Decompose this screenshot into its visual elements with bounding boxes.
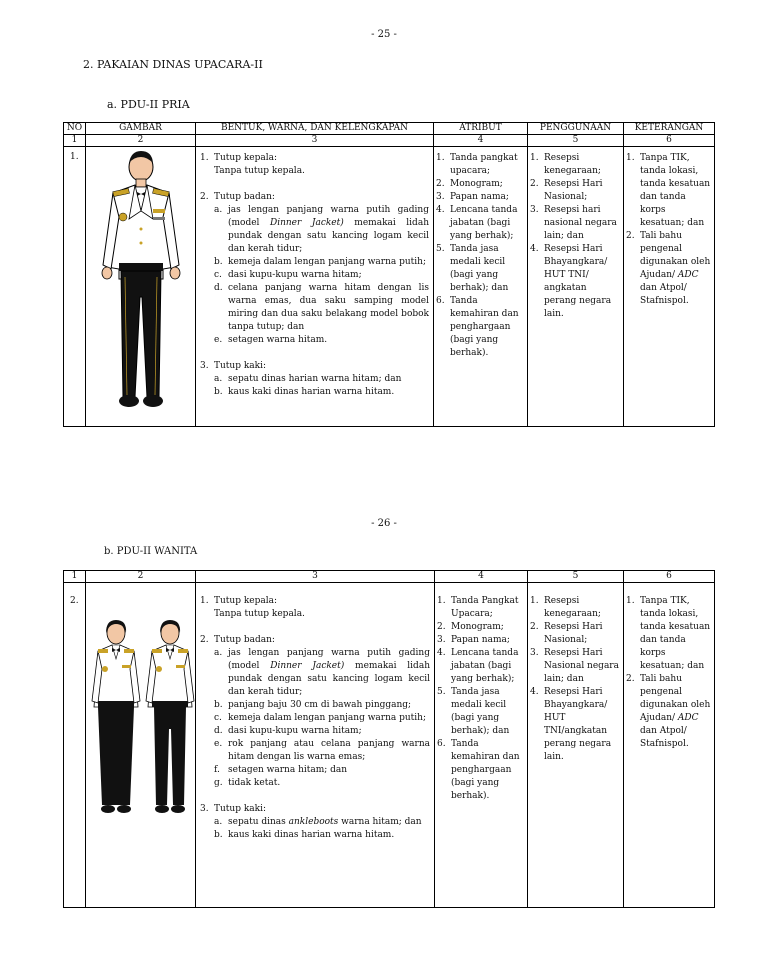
column-index-row: 1 2 3 4 5 6 [64,571,715,583]
subsection-title-wanita: b. PDU-II WANITA [104,546,198,557]
list-item: 2. Monogram; [436,179,503,189]
list-item: d. dasi kupu-kupu warna hitam; [214,726,362,736]
list-item: 4. Resepsi Hari Bhayangkara/ HUT TNI/ angkatan perang negara lain. [530,244,612,319]
list-item: 3. Papan nama; [436,192,509,202]
list-item: e. rok panjang atau celana panjang warna hitam dengan lis warna emas; [214,739,430,762]
list-item: b. kaus kaki dinas harian warna hitam. [214,830,395,840]
bentuk-cell: 1. Tutup kepala: Tanpa tutup kepala. 2. Tutup badan: a. jas lengan panjang warna putih gading (model Dinner Jacket) memakai lidah pundak dengan satu kancing logam kecil dan kerah tidur; b. kemeja dalam lengan panjang warna putih; c. dasi kupu-kupu warna hitam; d. celana panjang warna hitam dengan lis warna emas, dua saku samping model miring dan dua saku belakang model bobok tanpa tutup; dan e. setagen warna hitam. 3. Tutup kaki: a. sepatu dinas harian warna hitam; dan b. kaus kaki dinas harian warna hitam. [196,147,434,427]
table-row [64,583,715,908]
list-item: 1. Resepsi kenegaraan; [530,153,601,176]
list-item: 6. Tanda kemahiran dan penghargaan (bagi yang berhak). [437,739,520,801]
list-item: 5. Tanda jasa medali kecil (bagi yang berhak); dan [436,244,509,293]
list-item: 3. Resepsi hari nasional negara lain; dan [530,205,617,241]
list-item: a. jas lengan panjang warna putih gading (model Dinner Jacket) memakai lidah pundak dengan satu kancing logam kecil dan kerah tidur; [214,205,429,254]
list-item: e. setagen warna hitam. [214,335,328,345]
list-item: a. sepatu dinas ankleboots warna hitam; dan [214,817,422,827]
list-item: 2. Monogram; [437,622,504,632]
list-item: 1. Resepsi kenegaraan; [530,596,601,619]
list-item: 2. Resepsi Hari Nasional; [530,622,603,645]
list-item: 4. Lencana tanda jabatan (bagi yang berhak); [437,648,519,684]
list-item: 1. Tanpa TIK, tanda lokasi, tanda kesatuan dan tanda korps kesatuan; dan [626,596,711,671]
list-item: f. setagen warna hitam; dan [214,765,348,775]
header-no: NO [64,123,86,135]
list-item: 5. Tanda jasa medali kecil (bagi yang berhak); dan [437,687,510,736]
keterangan-cell [624,583,715,908]
list-item: 2. Tali bahu pengenal digunakan oleh Ajudan/ ADC dan Atpol/ Stafnispol. [626,674,711,749]
header-penggunaan: PENGGUNAAN [528,123,624,135]
section-title: 2. PAKAIAN DINAS UPACARA-II [83,58,263,71]
list-item: c. dasi kupu-kupu warna hitam; [214,270,362,280]
atribut-cell [435,583,528,908]
header-atribut: ATRIBUT [434,123,528,135]
row-number: 2. [64,583,86,908]
list-item: 3. Papan nama; [437,635,510,645]
header-keterangan: KETERANGAN [624,123,715,135]
figure-cell [86,147,196,427]
list-item: 6. Tanda kemahiran dan penghargaan (bagi yang berhak). [436,296,519,358]
keterangan-cell [624,147,715,427]
list-item: 4. Lencana tanda jabatan (bagi yang berhak); [436,205,518,241]
list-item: d. celana panjang warna hitam dengan lis warna emas, dua saku samping model miring dan dua saku belakang model bobok tanpa tutup; dan [214,283,429,332]
list-item: 1. Tanda Pangkat Upacara; [437,596,519,619]
list-item: b. panjang baju 30 cm di bawah pinggang; [214,700,412,710]
list-item: c. kemeja dalam lengan panjang warna putih; [214,713,426,723]
bentuk-cell: 1. Tutup kepala: Tanpa tutup kepala. 2. Tutup badan: a. jas lengan panjang warna putih gading (model Dinner Jacket) memakai lidah pundak dengan satu kancing logam kecil dan kerah tidur; b. panjang baju 30 cm di bawah pinggang; c. kemeja dalam lengan panjang warna putih; d. dasi kupu-kupu warna hitam; e. rok panjang atau celana panjang warna hitam dengan lis warna emas; f. setagen warna hitam; dan g. tidak ketat. 3. Tutup kaki: a. sepatu dinas ankleboots warna hitam; dan b. kaus kaki dinas harian warna hitam. [196,583,435,908]
list-item: 2. Resepsi Hari Nasional; [530,179,603,202]
list-item: a. jas lengan panjang warna putih gading (model Dinner Jacket) memakai lidah pundak dengan satu kancing logam kecil dan kerah tidur; [214,648,430,697]
list-item: 4. Resepsi Hari Bhayangkara/ HUT TNI/angkatan perang negara lain. [530,687,612,762]
row-number: 1. [64,147,86,427]
table-row [64,147,715,427]
header-gambar: GAMBAR [86,123,196,135]
list-item: b. kaus kaki dinas harian warna hitam. [214,387,395,397]
list-item: g. tidak ketat. [214,778,281,788]
list-item: a. sepatu dinas harian warna hitam; dan [214,374,402,384]
column-index-row: 1 2 3 4 5 6 [64,135,715,147]
page-number-25: - 25 - [371,29,397,40]
list-item: b. kemeja dalam lengan panjang warna putih; [214,257,426,267]
penggunaan-cell [528,147,624,427]
list-item: 1. Tanda pangkat upacara; [436,153,518,176]
table-pdu-ii-wanita [63,570,715,908]
list-item: 3. Resepsi Hari Nasional negara lain; dan [530,648,619,684]
figure-cell [86,583,196,908]
table-pdu-ii-pria [63,122,715,427]
male-officer-figure-icon [89,147,193,415]
list-item: 1. Tanpa TIK, tanda lokasi, tanda kesatuan dan tanda korps kesatuan; dan [626,153,711,228]
header-bentuk: BENTUK, WARNA, DAN KELENGKAPAN [196,123,434,135]
atribut-cell [434,147,528,427]
page-number-26: - 26 - [371,518,397,529]
female-officer-figure-icon [88,619,196,819]
list-item: 2. Tali bahu pengenal digunakan oleh Ajudan/ ADC dan Atpol/ Stafnispol. [626,231,711,306]
subsection-title-pria: a. PDU-II PRIA [107,98,190,111]
penggunaan-cell [528,583,624,908]
